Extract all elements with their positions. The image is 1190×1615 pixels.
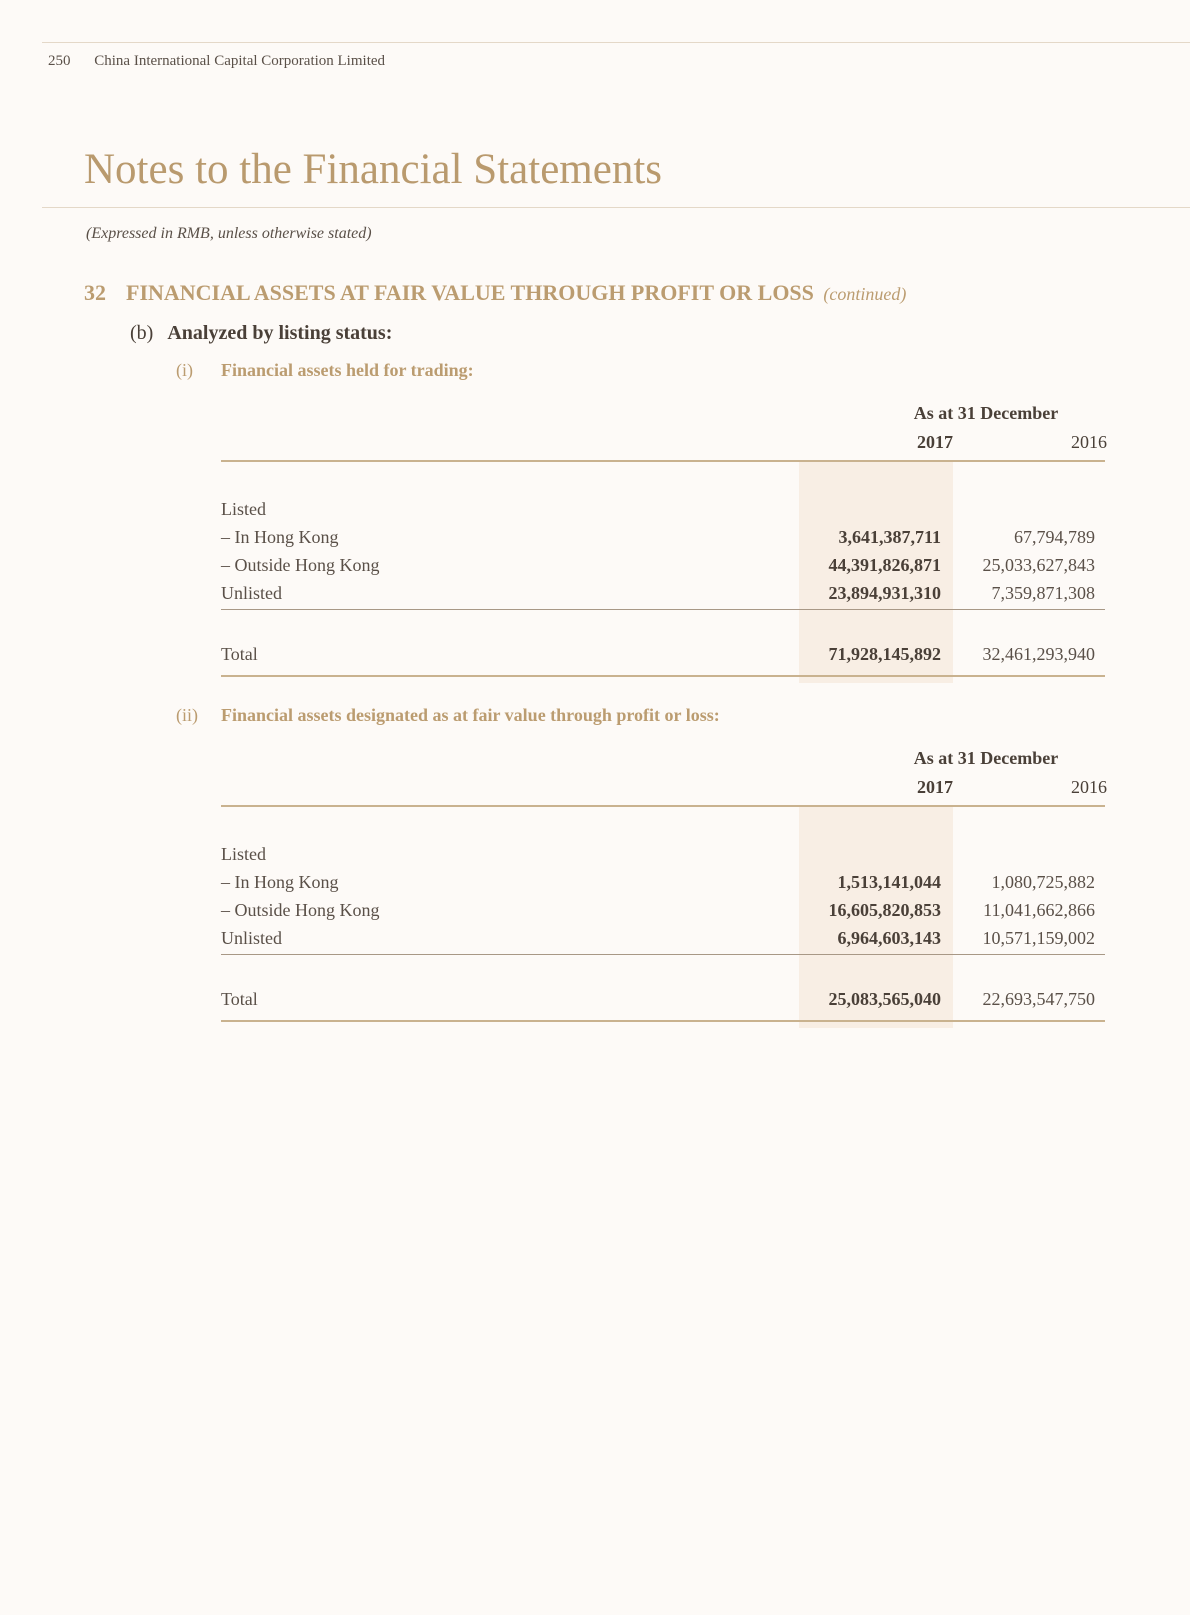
subsection-letter: (b) bbox=[130, 322, 154, 344]
continued-label: (continued) bbox=[823, 284, 907, 304]
page-title: Notes to the Financial Statements bbox=[84, 146, 663, 193]
table-heading bbox=[176, 360, 474, 381]
row-label: Total bbox=[221, 644, 258, 664]
year-header: 2017 bbox=[917, 777, 953, 797]
table-roman: (ii) bbox=[176, 705, 198, 725]
subtotal-divider bbox=[221, 609, 1105, 610]
company-name: China International Capital Corporation Limited bbox=[94, 53, 386, 69]
section-title: FINANCIAL ASSETS AT FAIR VALUE THROUGH PROFIT OR LOSS bbox=[126, 280, 814, 305]
table-row bbox=[221, 900, 1105, 928]
header-rule bbox=[42, 42, 1190, 43]
title-rule bbox=[42, 207, 1190, 208]
value-2016: 67,794,789 bbox=[1014, 527, 1095, 547]
table-row bbox=[221, 583, 1105, 611]
year-header: 2017 bbox=[917, 432, 953, 452]
table-heading bbox=[176, 705, 720, 726]
financial-table bbox=[221, 748, 1105, 1028]
table-row bbox=[221, 928, 1105, 956]
row-label: Unlisted bbox=[221, 928, 282, 948]
row-label: – Outside Hong Kong bbox=[221, 900, 380, 920]
table-row bbox=[221, 872, 1105, 900]
financial-table bbox=[221, 403, 1105, 683]
section-heading bbox=[84, 280, 906, 306]
value-2016: 10,571,159,002 bbox=[982, 928, 1095, 948]
table-title: Financial assets designated as at fair value through profit or loss: bbox=[221, 705, 720, 725]
table-row bbox=[221, 844, 1105, 872]
value-2016: 1,080,725,882 bbox=[991, 872, 1095, 892]
running-header bbox=[48, 53, 385, 70]
total-row bbox=[221, 644, 1105, 672]
value-2017: 23,894,931,310 bbox=[828, 583, 941, 603]
subsection-heading bbox=[130, 322, 392, 345]
row-label: – In Hong Kong bbox=[221, 872, 339, 892]
row-label: Unlisted bbox=[221, 583, 282, 603]
table-row bbox=[221, 499, 1105, 527]
value-2017: 6,964,603,143 bbox=[837, 928, 941, 948]
total-row bbox=[221, 989, 1105, 1017]
table-roman: (i) bbox=[176, 360, 193, 380]
subsection-title: Analyzed by listing status: bbox=[167, 322, 393, 344]
table-row bbox=[221, 527, 1105, 555]
total-divider bbox=[221, 1020, 1105, 1022]
year-header: 2016 bbox=[1071, 777, 1107, 797]
value-2017: 71,928,145,892 bbox=[828, 644, 941, 664]
total-divider bbox=[221, 675, 1105, 677]
value-2017: 16,605,820,853 bbox=[828, 900, 941, 920]
value-2016: 22,693,547,750 bbox=[982, 989, 1095, 1009]
table-title: Financial assets held for trading: bbox=[221, 360, 474, 380]
value-2017: 25,083,565,040 bbox=[828, 989, 941, 1009]
value-2016: 25,033,627,843 bbox=[982, 555, 1095, 575]
currency-note: (Expressed in RMB, unless otherwise stated) bbox=[86, 225, 372, 242]
page-number: 250 bbox=[48, 53, 71, 69]
value-2017: 1,513,141,044 bbox=[837, 872, 941, 892]
section-number: 32 bbox=[84, 280, 106, 305]
table-row bbox=[221, 555, 1105, 583]
header-divider bbox=[221, 805, 1105, 807]
value-2016: 11,041,662,866 bbox=[983, 900, 1095, 920]
header-divider bbox=[221, 460, 1105, 462]
row-label: Listed bbox=[221, 499, 266, 519]
column-group-header: As at 31 December bbox=[913, 403, 1059, 423]
row-label: Listed bbox=[221, 844, 266, 864]
subtotal-divider bbox=[221, 954, 1105, 955]
year-header: 2016 bbox=[1071, 432, 1107, 452]
row-label: – In Hong Kong bbox=[221, 527, 339, 547]
row-label: Total bbox=[221, 989, 258, 1009]
column-group-header: As at 31 December bbox=[913, 748, 1059, 768]
value-2017: 44,391,826,871 bbox=[828, 555, 941, 575]
value-2016: 7,359,871,308 bbox=[991, 583, 1095, 603]
value-2016: 32,461,293,940 bbox=[982, 644, 1095, 664]
row-label: – Outside Hong Kong bbox=[221, 555, 380, 575]
value-2017: 3,641,387,711 bbox=[838, 527, 941, 547]
